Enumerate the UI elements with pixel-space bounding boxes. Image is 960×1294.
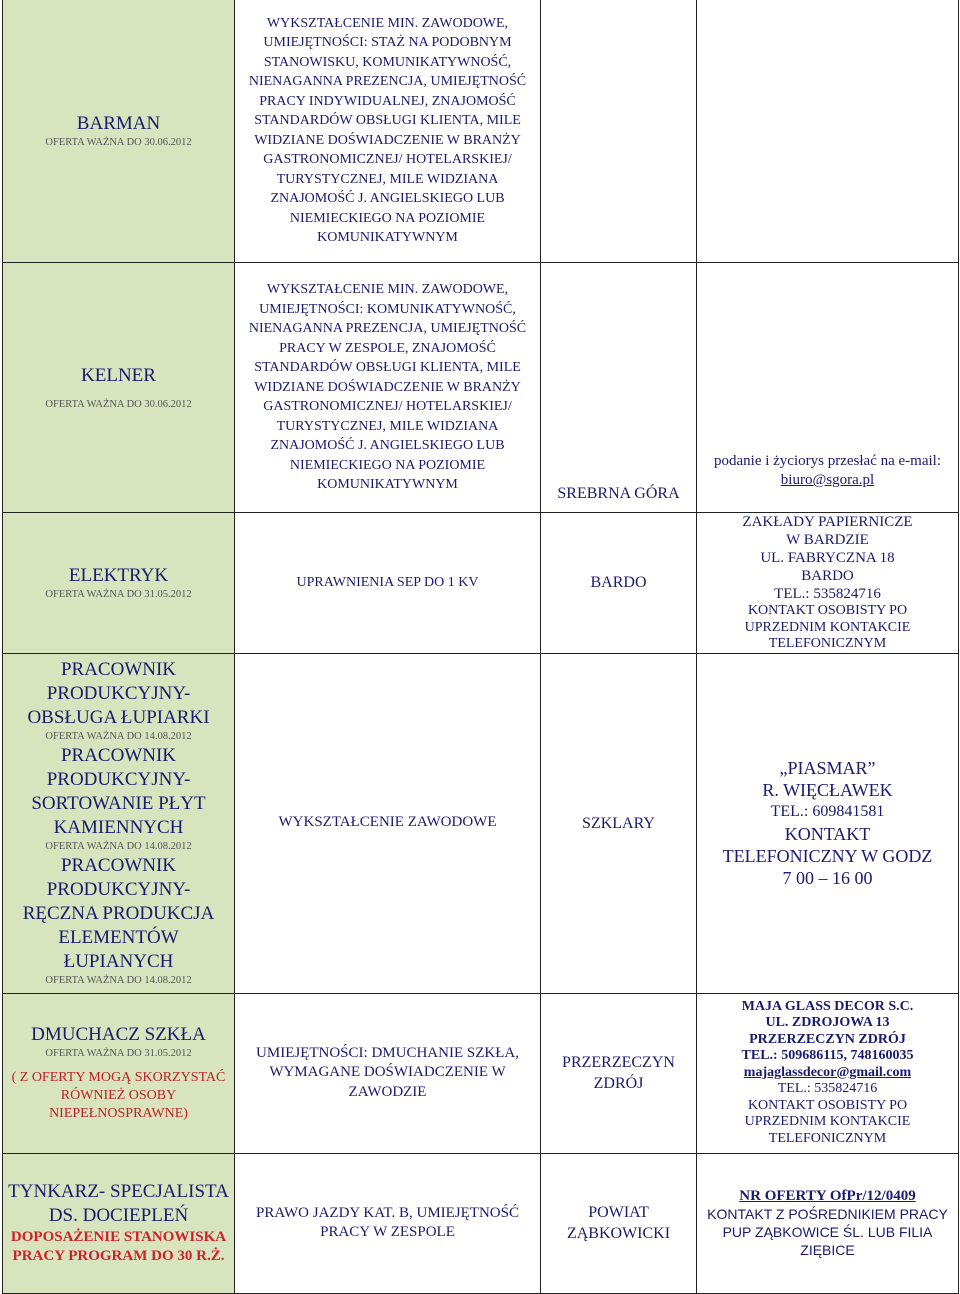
contact-line: TEL.: 609841581 bbox=[770, 803, 885, 820]
contact-line: KONTAKT Z POŚREDNIKIEM PRACY PUP ZĄBKOWICE ŚL. LUB FILIA ZIĘBICE bbox=[707, 1206, 948, 1258]
job-title: KELNER bbox=[81, 364, 156, 386]
contact-line: TEL.: 535824716 bbox=[774, 586, 881, 602]
contact-line: UL. FABRYCZNA 18 bbox=[760, 550, 895, 566]
contact-line: TELEFONICZNY W GODZ bbox=[722, 846, 933, 866]
contact-line: KONTAKT OSOBISTY PO bbox=[747, 1097, 908, 1113]
table-row bbox=[3, 653, 959, 993]
offer-validity: OFERTA WAŻNA DO 30.06.2012 bbox=[45, 136, 192, 148]
contact-line: R. WIĘCŁAWEK bbox=[762, 780, 893, 800]
table-row bbox=[3, 993, 959, 1153]
offer-cell bbox=[3, 1153, 235, 1293]
location-cell: PRZERZECZYN ZDRÓJ bbox=[541, 993, 697, 1153]
disability-note: ( Z OFERTY MOGĄ SKORZYSTAĆ RÓWNIEŻ OSOBY NIEPEŁNOSPRAWNE) bbox=[11, 1070, 226, 1121]
offer-cell bbox=[3, 653, 235, 993]
contact-line: TELEFONICZNYM bbox=[768, 1130, 887, 1146]
location-cell bbox=[541, 0, 697, 263]
contact-line: TEL.: 509686115, 748160035 bbox=[741, 1048, 914, 1064]
contact-line: BARDO bbox=[801, 568, 854, 584]
table-row bbox=[3, 1153, 959, 1293]
table-row bbox=[3, 0, 959, 263]
requirements-cell: PRAWO JAZDY KAT. B, UMIEJĘTNOŚĆ PRACY W ZESPOLE bbox=[235, 1153, 541, 1293]
contact-line: UL. ZDROJOWA 13 bbox=[765, 1015, 890, 1031]
contact-cell bbox=[697, 1153, 959, 1293]
location-cell: BARDO bbox=[541, 513, 697, 654]
contact-cell bbox=[697, 0, 959, 263]
contact-line: W BARDZIE bbox=[786, 532, 869, 548]
offer-validity: OFERTA WAŻNA DO 14.08.2012 bbox=[45, 731, 192, 742]
job-title: ELEKTRYK bbox=[68, 564, 169, 586]
requirements-cell: UPRAWNIENIA SEP DO 1 KV bbox=[235, 513, 541, 654]
offer-validity: OFERTA WAŻNA DO 31.05.2012 bbox=[45, 1048, 192, 1059]
email-link[interactable]: biuro@sgora.pl bbox=[780, 472, 875, 488]
offer-cell bbox=[3, 513, 235, 654]
job-title: PRACOWNIK PRODUKCYJNY- RĘCZNA PRODUKCJA ELEMENTÓW ŁUPIANYCH bbox=[22, 855, 215, 972]
contact-line: KONTAKT bbox=[784, 824, 871, 844]
contact-line: 7 00 – 16 00 bbox=[782, 868, 873, 888]
offer-number[interactable]: NR OFERTY OfPr/12/0409 bbox=[739, 1188, 916, 1204]
contact-line: KONTAKT OSOBISTY PO bbox=[747, 603, 908, 618]
job-title: BARMAN bbox=[76, 112, 161, 134]
contact-line: UPRZEDNIM KONTAKCIE bbox=[744, 1114, 911, 1130]
contact-line: podanie i życiorys przesłać na e-mail: bbox=[714, 453, 941, 469]
job-title: TYNKARZ- SPECJALISTA DS. DOCIEPLEŃ bbox=[8, 1181, 229, 1226]
job-title: DMUCHACZ SZKŁA bbox=[31, 1024, 206, 1045]
table-row bbox=[3, 513, 959, 654]
requirements-cell: UMIEJĘTNOŚCI: DMUCHANIE SZKŁA, WYMAGANE DOŚWIADCZENIE W ZAWODZIE bbox=[235, 993, 541, 1153]
contact-line: TEL.: 535824716 bbox=[777, 1081, 878, 1097]
requirements-cell: WYKSZTAŁCENIE MIN. ZAWODOWE, UMIEJĘTNOŚCI: STAŻ NA PODOBNYM STANOWISKU, KOMUNIKATYWNOŚĆ, NIENAGANNA PREZENCJA, UMIEJĘTNOŚĆ PRACY INDYWIDUALNEJ, ZNAJOMOŚĆ STANDARDÓW OBSŁUGI KLIENTA, MILE WIDZIANE DOŚWIADCZENIE W BRANŻY GASTRONOMICZNEJ/ HOTELARSKIEJ/ TURYSTYCZNEJ, MILE WIDZIANA ZNAJOMOŚĆ J. ANGIELSKIEGO LUB NIEMIECKIEGO NA POZIOMIE KOMUNIKATYWNYM bbox=[235, 0, 541, 263]
job-title: PRACOWNIK PRODUKCYJNY- SORTOWANIE PŁYT KAMIENNYCH bbox=[31, 745, 206, 838]
contact-line: MAJA GLASS DECOR S.C. bbox=[741, 998, 914, 1014]
offer-cell bbox=[3, 263, 235, 513]
offer-cell bbox=[3, 993, 235, 1153]
contact-cell bbox=[697, 653, 959, 993]
contact-line: UPRZEDNIM KONTAKCIE bbox=[744, 619, 911, 635]
offer-validity: OFERTA WAŻNA DO 31.05.2012 bbox=[45, 588, 192, 600]
offer-validity: OFERTA WAŻNA DO 14.08.2012 bbox=[45, 975, 192, 986]
location-cell: SREBRNA GÓRA bbox=[541, 263, 697, 513]
requirements-cell: WYKSZTAŁCENIE ZAWODOWE bbox=[235, 653, 541, 993]
contact-line: „PIASMAR” bbox=[779, 758, 876, 778]
location-cell: SZKLARY bbox=[541, 653, 697, 993]
job-title: PRACOWNIK PRODUKCYJNY- OBSŁUGA ŁUPIARKI bbox=[27, 659, 210, 728]
email-link[interactable]: majaglassdecor@gmail.com bbox=[743, 1064, 912, 1080]
offer-validity: OFERTA WAŻNA DO 14.08.2012 bbox=[45, 841, 192, 852]
table-row bbox=[3, 263, 959, 513]
contact-cell bbox=[697, 993, 959, 1153]
contact-cell bbox=[697, 263, 959, 513]
contact-line: PRZERZECZYN ZDRÓJ bbox=[749, 1031, 906, 1047]
contact-cell bbox=[697, 513, 959, 654]
program-note: DOPOSAŻENIE STANOWISKA PRACY PROGRAM DO 30 R.Ż. bbox=[10, 1229, 227, 1264]
offer-cell bbox=[3, 0, 235, 263]
job-offers-table bbox=[2, 0, 959, 1294]
contact-line: ZAKŁADY PAPIERNICZE bbox=[742, 514, 913, 530]
offer-validity: OFERTA WAŻNA DO 30.06.2012 bbox=[45, 398, 192, 410]
contact-line: TELEFONICZNYM bbox=[768, 636, 887, 651]
requirements-cell: WYKSZTAŁCENIE MIN. ZAWODOWE, UMIEJĘTNOŚCI: KOMUNIKATYWNOŚĆ, NIENAGANNA PREZENCJA, UMIEJĘTNOŚĆ PRACY W ZESPOLE, ZNAJOMOŚĆ STANDARDÓW OBSŁUGI KLIENTA, MILE WIDZIANE DOŚWIADCZENIE W BRANŻY GASTRONOMICZNEJ/ HOTELARSKIEJ/ TURYSTYCZNEJ, MILE WIDZIANA ZNAJOMOŚĆ J. ANGIELSKIEGO LUB NIEMIECKIEGO NA POZIOMIE KOMUNIKATYWNYM bbox=[235, 263, 541, 513]
location-cell: POWIAT ZĄBKOWICKI bbox=[541, 1153, 697, 1293]
